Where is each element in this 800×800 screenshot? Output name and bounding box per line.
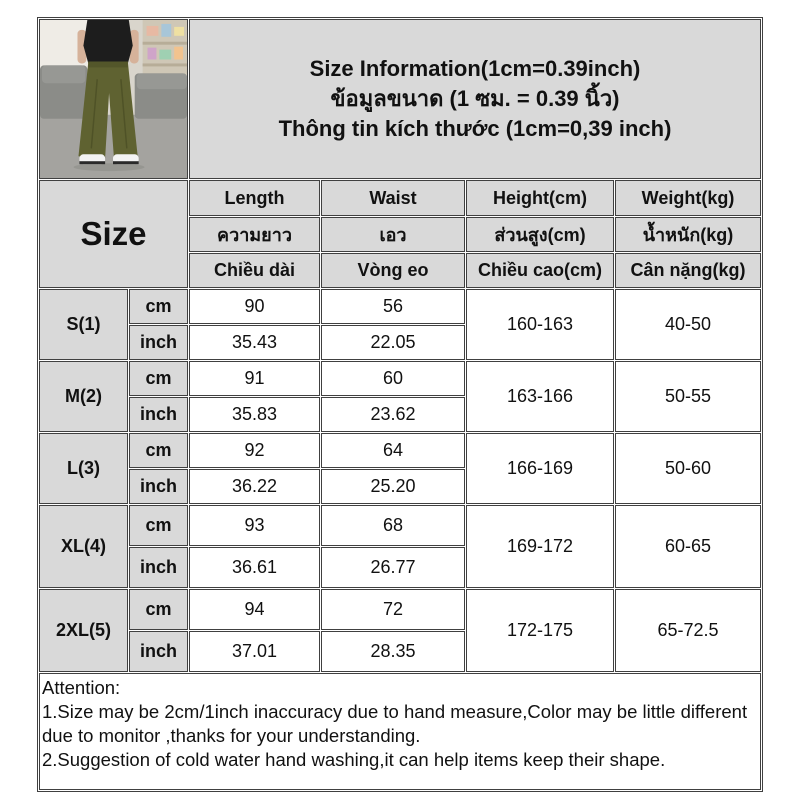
unit-cm-label: cm [129,361,188,396]
waist-inch-value: 28.35 [321,631,465,672]
length-cm-value: 94 [189,589,320,630]
unit-inch-label: inch [129,631,188,672]
size-label: L(3) [39,433,128,504]
height-range-value: 169-172 [466,505,614,588]
height-header-vi: Chiều cao(cm) [466,253,614,288]
unit-cm-label: cm [129,589,188,630]
waist-cm-value: 56 [321,289,465,324]
weight-range-value: 65-72.5 [615,589,761,672]
model-wearing-pants-image [40,20,187,178]
waist-header-en: Waist [321,180,465,216]
length-inch-value: 36.61 [189,547,320,588]
attention-note-line: 1.Size may be 2cm/1inch inaccuracy due to hand measure,Color may be little different [42,701,748,722]
length-inch-value: 36.22 [189,469,320,504]
size-label: M(2) [39,361,128,432]
length-header-th: ความยาว [189,217,320,252]
length-inch-value: 35.43 [189,325,320,360]
weight-range-value: 50-55 [615,361,761,432]
waist-cm-value: 64 [321,433,465,468]
waist-cm-value: 72 [321,589,465,630]
length-cm-value: 93 [189,505,320,546]
length-header-vi: Chiều dài [189,253,320,288]
waist-inch-value: 25.20 [321,469,465,504]
size-label: XL(4) [39,505,128,588]
length-header-en: Length [189,180,320,216]
weight-header-th: น้ำหนัก(kg) [615,217,761,252]
waist-header-th: เอว [321,217,465,252]
weight-range-value: 60-65 [615,505,761,588]
length-inch-value: 37.01 [189,631,320,672]
product-photo [39,19,188,179]
waist-cm-value: 68 [321,505,465,546]
weight-range-value: 50-60 [615,433,761,504]
unit-inch-label: inch [129,547,188,588]
attention-notes [39,673,761,790]
height-range-value: 160-163 [466,289,614,360]
size-information-title [189,19,761,179]
size-chart-table [37,17,763,792]
length-cm-value: 92 [189,433,320,468]
height-range-value: 172-175 [466,589,614,672]
title-english: Size Information(1cm=0.39inch) [309,56,641,81]
length-cm-value: 90 [189,289,320,324]
size-label: 2XL(5) [39,589,128,672]
length-inch-value: 35.83 [189,397,320,432]
title-vietnamese: Thông tin kích thước (1cm=0,39 inch) [278,116,672,141]
unit-cm-label: cm [129,433,188,468]
unit-inch-label: inch [129,325,188,360]
weight-range-value: 40-50 [615,289,761,360]
unit-cm-label: cm [129,289,188,324]
attention-note-line: due to monitor ,thanks for your understanding. [42,725,421,746]
unit-inch-label: inch [129,469,188,504]
height-header-th: ส่วนสูง(cm) [466,217,614,252]
unit-inch-label: inch [129,397,188,432]
waist-header-vi: Vòng eo [321,253,465,288]
height-header-en: Height(cm) [466,180,614,216]
waist-cm-value: 60 [321,361,465,396]
waist-inch-value: 23.62 [321,397,465,432]
length-cm-value: 91 [189,361,320,396]
attention-heading: Attention: [42,677,121,698]
size-column-header: Size [39,180,188,288]
height-range-value: 166-169 [466,433,614,504]
weight-header-en: Weight(kg) [615,180,761,216]
size-label: S(1) [39,289,128,360]
waist-inch-value: 26.77 [321,547,465,588]
title-thai: ข้อมูลขนาด (1 ซม. = 0.39 นิ้ว) [330,86,620,111]
unit-cm-label: cm [129,505,188,546]
attention-note-line: 2.Suggestion of cold water hand washing,it can help items keep their shape. [42,749,666,770]
waist-inch-value: 22.05 [321,325,465,360]
height-range-value: 163-166 [466,361,614,432]
weight-header-vi: Cân nặng(kg) [615,253,761,288]
